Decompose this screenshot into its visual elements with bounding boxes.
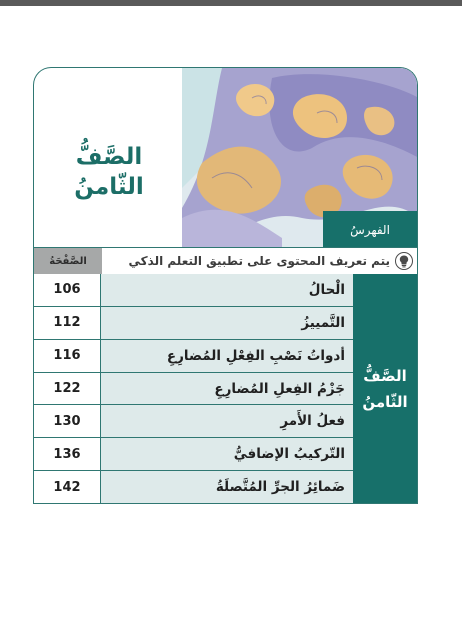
page-number: 106 [34,274,101,306]
grade-side-label [353,274,417,503]
side-label-line2: الثّامنُ [362,392,408,411]
lesson-title: الْحالُ [101,274,353,306]
index-tab [323,211,417,247]
table-row[interactable] [34,438,353,471]
table-of-contents [33,274,418,504]
table-row[interactable] [34,405,353,438]
page-number: 142 [34,471,101,503]
table-row[interactable] [34,274,353,307]
lesson-title: أدواتُ نَصْبِ الفِعْلِ المُضارِعِ [101,340,353,372]
page-column-header: الصَّفْحَةُ [34,248,102,274]
toc-rows [34,274,353,503]
lesson-title: التّركيبُ الإضافيُّ [101,438,353,470]
page-number: 122 [34,373,101,405]
grade-title-line1: الصَّفُّ [75,144,143,170]
grade-title [34,142,184,202]
lightbulb-icon [395,252,413,270]
page-number: 116 [34,340,101,372]
page-number: 130 [34,405,101,437]
banner-text-cell [102,248,417,274]
lesson-title: فعلُ الأَمرِ [101,405,353,437]
cover-card [33,67,418,247]
lesson-title: التَّمييزُ [101,307,353,339]
table-row[interactable] [34,471,353,503]
lesson-title: ضَمائِرُ الجرِّ المُتَّصلَةُ [101,471,353,503]
banner-text: يتم تعريف المحتوى على تطبيق التعلم الذكي [128,254,390,268]
page-number: 136 [34,438,101,470]
index-label: الفهرسُ [350,222,390,237]
content-banner [33,247,418,274]
table-row[interactable] [34,340,353,373]
page-number: 112 [34,307,101,339]
top-bar [0,0,462,6]
table-row[interactable] [34,373,353,406]
grade-title-line2: الثّامنُ [74,174,144,200]
table-row[interactable] [34,307,353,340]
side-label-line1: الصَّفُّ [363,366,407,385]
lesson-title: جَزْمُ الفِعلِ المُضارِعِ [101,373,353,405]
